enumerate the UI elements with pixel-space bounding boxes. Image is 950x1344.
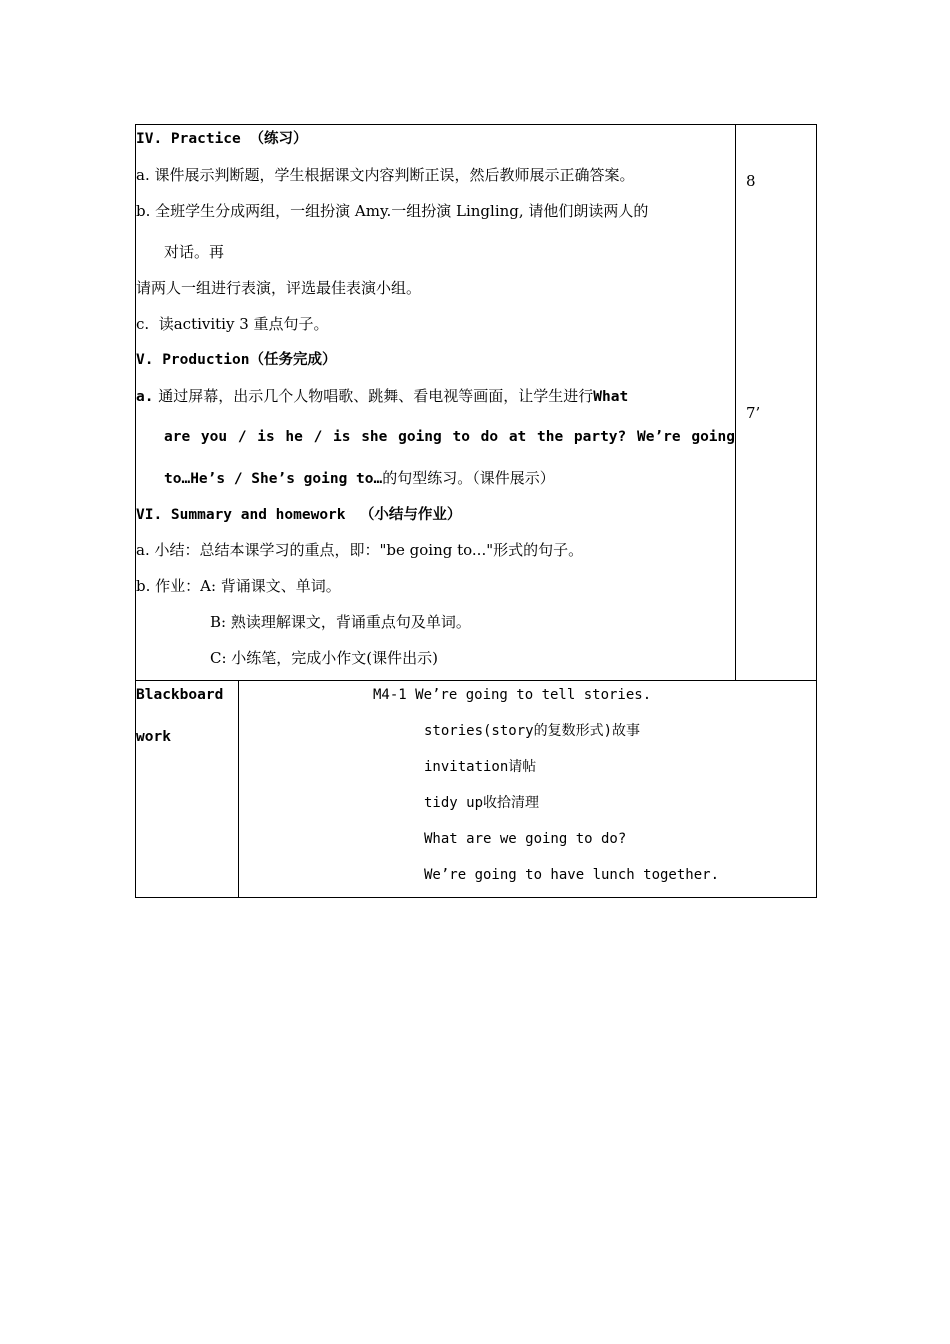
blackboard-item: We’re going to have lunch together. [424,867,720,883]
justified-word: is [333,429,351,445]
blackboard-item: What are we going to do? [424,831,627,847]
blackboard-item: stories(story的复数形式)故事 [424,723,641,739]
blackboard-row [136,681,817,898]
item-label: a. [136,541,150,559]
practice-item-c [136,310,735,346]
blackboard-label: Blackboard [136,687,224,703]
production-item-a [136,382,735,423]
production-time: 7’ [746,404,761,422]
practice-time: 8 [746,172,756,190]
item-text: 课件展示判断题，学生根据课文内容判断正误，然后教师展示正确答案。 [154,166,635,184]
justified-word: going [691,429,735,445]
item-text: 作业：A: 背诵课文、单词。 [155,577,341,595]
blackboard-label-2: work [136,729,171,745]
item-text: 小结：总结本课学习的重点，即："be going to..."形式的句子。 [154,541,584,559]
justified-word: We’re [636,429,681,445]
justified-word: going [398,429,442,445]
justified-word: he [285,429,303,445]
practice-heading: IV. Practice （练习） [136,131,308,147]
justified-word: at [508,429,527,445]
blackboard-content-cell [239,681,817,898]
item-label: a. [136,389,154,405]
item-text-en: to…He’s / She’s going to… [164,471,383,487]
blackboard-label-cell [136,681,239,898]
item-text: 读activitiy 3 重点句子。 [158,315,329,333]
summary-heading [136,500,735,536]
justified-word: / [313,429,323,445]
justified-word: do [480,429,499,445]
production-item-a-line3 [136,464,735,500]
procedure-cell [136,125,736,681]
production-item-a-line2 [136,423,735,464]
summary-item-a [136,536,735,572]
summary-heading-en: VI. Summary and homework [136,507,346,523]
summary-item-b-C: C: 小练笔，完成小作文(课件出示) [210,649,439,667]
item-label: b. [136,577,151,595]
summary-item-b-B: B: 熟读理解课文，背诵重点句及单词。 [210,613,471,631]
justified-word: is [257,429,275,445]
justified-word: she [361,429,388,445]
item-label: a. [136,166,150,184]
blackboard-item: tidy up收拾清理 [424,795,540,811]
item-text: 通过屏幕，出示几个人物唱歌、跳舞、看电视等画面，让学生进行 [158,387,594,405]
practice-item-b-cont2: 请两人一组进行表演，评选最佳表演小组。 [136,279,422,297]
blackboard-title: M4-1 We’re going to tell stories. [373,687,652,703]
justified-word: to [452,429,470,445]
blackboard-item: invitation请帖 [424,759,537,775]
procedure-row [136,125,817,681]
item-text: 的句型练习。（课件展示） [382,469,555,487]
justified-word: the [536,429,564,445]
practice-item-b-cont: 对话。再 [164,243,225,261]
item-text: 全班学生分成两组，一组扮演 Amy.一组扮演 Lingling, 请他们朗读两人的 [155,202,649,220]
justified-word: are [164,429,191,445]
item-label: b. [136,202,151,220]
time-cell [736,125,817,681]
justified-word: party? [573,429,627,445]
practice-item-a [136,161,735,197]
item-text-en: What [593,389,629,405]
practice-item-b [136,197,735,238]
summary-heading-cn: （小结与作业） [359,507,462,523]
justified-word: / [237,429,247,445]
lesson-plan-table [135,124,817,898]
summary-item-b [136,572,735,608]
item-label: c. [136,315,150,333]
justified-word: you [200,429,228,445]
production-heading: V. Production（任务完成） [136,352,337,368]
